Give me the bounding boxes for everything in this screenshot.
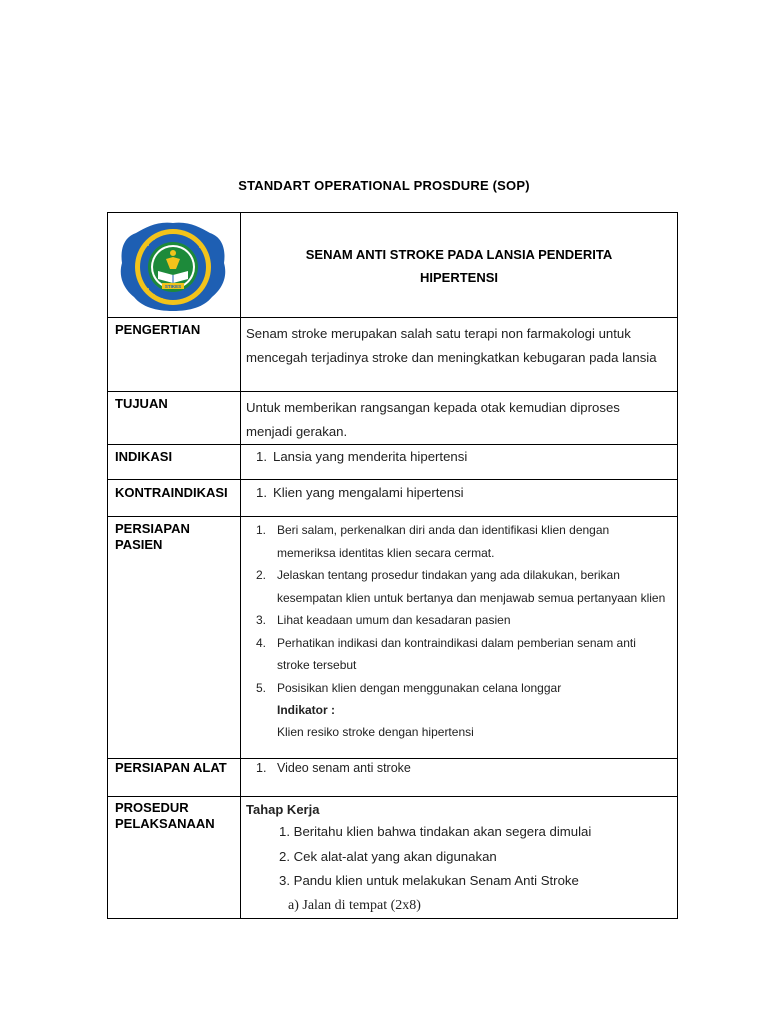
list-item: 2. Jelaskan tentang prosedur tindakan yang ada dilakukan, berikan kesempatan klien untuk bertanya dan menjawab semua pertanyaan klien bbox=[256, 568, 666, 605]
persiapan-pasien-content bbox=[241, 517, 678, 759]
list-item: 1. Lansia yang menderita hipertensi bbox=[256, 449, 468, 464]
prosedur-label: PROSEDUR PELAKSANAAN bbox=[108, 797, 241, 919]
pengertian-text: Senam stroke merupakan salah satu terapi non farmakologi untuk mencegah terjadinya stroke dan meningkatkan kebugaran pada lansia bbox=[241, 318, 678, 392]
document-title: STANDART OPERATIONAL PROSDURE (SOP) bbox=[238, 178, 530, 193]
kontraindikasi-row bbox=[108, 480, 678, 517]
tujuan-row bbox=[108, 392, 678, 445]
prosedur-row bbox=[108, 797, 678, 919]
pengertian-row bbox=[108, 318, 678, 392]
kontraindikasi-content bbox=[241, 480, 678, 517]
tujuan-label: TUJUAN bbox=[108, 392, 241, 445]
sop-table bbox=[107, 212, 678, 919]
stage-title: Tahap Kerja bbox=[246, 802, 320, 817]
list-item: 1. Beritahu klien bahwa tindakan akan segera dimulai bbox=[279, 824, 592, 839]
header-row bbox=[108, 213, 678, 318]
sop-heading-line1: SENAM ANTI STROKE PADA LANSIA PENDERITA bbox=[305, 247, 613, 262]
persiapan-alat-row bbox=[108, 759, 678, 797]
indikasi-content bbox=[241, 445, 678, 480]
kontraindikasi-label: KONTRAINDIKASI bbox=[108, 480, 241, 517]
list-item: 5. Posisikan klien dengan menggunakan celana longgar bbox=[256, 680, 562, 695]
persiapan-alat-content bbox=[241, 759, 678, 797]
list-item: 1. Beri salam, perkenalkan diri anda dan identifikasi klien dengan memeriksa identitas klien secara cermat. bbox=[256, 523, 610, 560]
list-item: 1. Video senam anti stroke bbox=[256, 761, 411, 775]
list-item: 3. Pandu klien untuk melakukan Senam Anti Stroke bbox=[279, 873, 579, 888]
pengertian-label: PENGERTIAN bbox=[108, 318, 241, 392]
stikes-logo-icon bbox=[118, 219, 228, 315]
tujuan-text: Untuk memberikan rangsangan kepada otak kemudian diproses menjadi gerakan. bbox=[241, 392, 678, 445]
svg-text:STIKES: STIKES bbox=[164, 284, 182, 289]
list-item: 2. Cek alat-alat yang akan digunakan bbox=[279, 848, 497, 864]
indikator-text: Klien resiko stroke dengan hipertensi bbox=[277, 725, 474, 739]
list-item: 4. Perhatikan indikasi dan kontraindikasi dalam pemberian senam anti stroke tersebut bbox=[256, 635, 636, 672]
persiapan-pasien-row bbox=[108, 517, 678, 759]
indikasi-label: INDIKASI bbox=[108, 445, 241, 480]
persiapan-pasien-label: PERSIAPAN PASIEN bbox=[108, 517, 241, 759]
sop-heading-line2: HIPERTENSI bbox=[419, 270, 498, 285]
indikator-label: Indikator : bbox=[277, 703, 336, 717]
list-item: 1. Klien yang mengalami hipertensi bbox=[256, 485, 464, 500]
list-item: 3. Lihat keadaan umum dan kesadaran pasien bbox=[256, 613, 511, 627]
logo-cell bbox=[108, 213, 241, 318]
prosedur-content bbox=[241, 797, 678, 919]
sub-step: a) Jalan di tempat (2x8) bbox=[288, 897, 421, 913]
persiapan-alat-label: PERSIAPAN ALAT bbox=[108, 759, 241, 797]
sop-heading bbox=[241, 213, 678, 318]
indikasi-row bbox=[108, 445, 678, 480]
